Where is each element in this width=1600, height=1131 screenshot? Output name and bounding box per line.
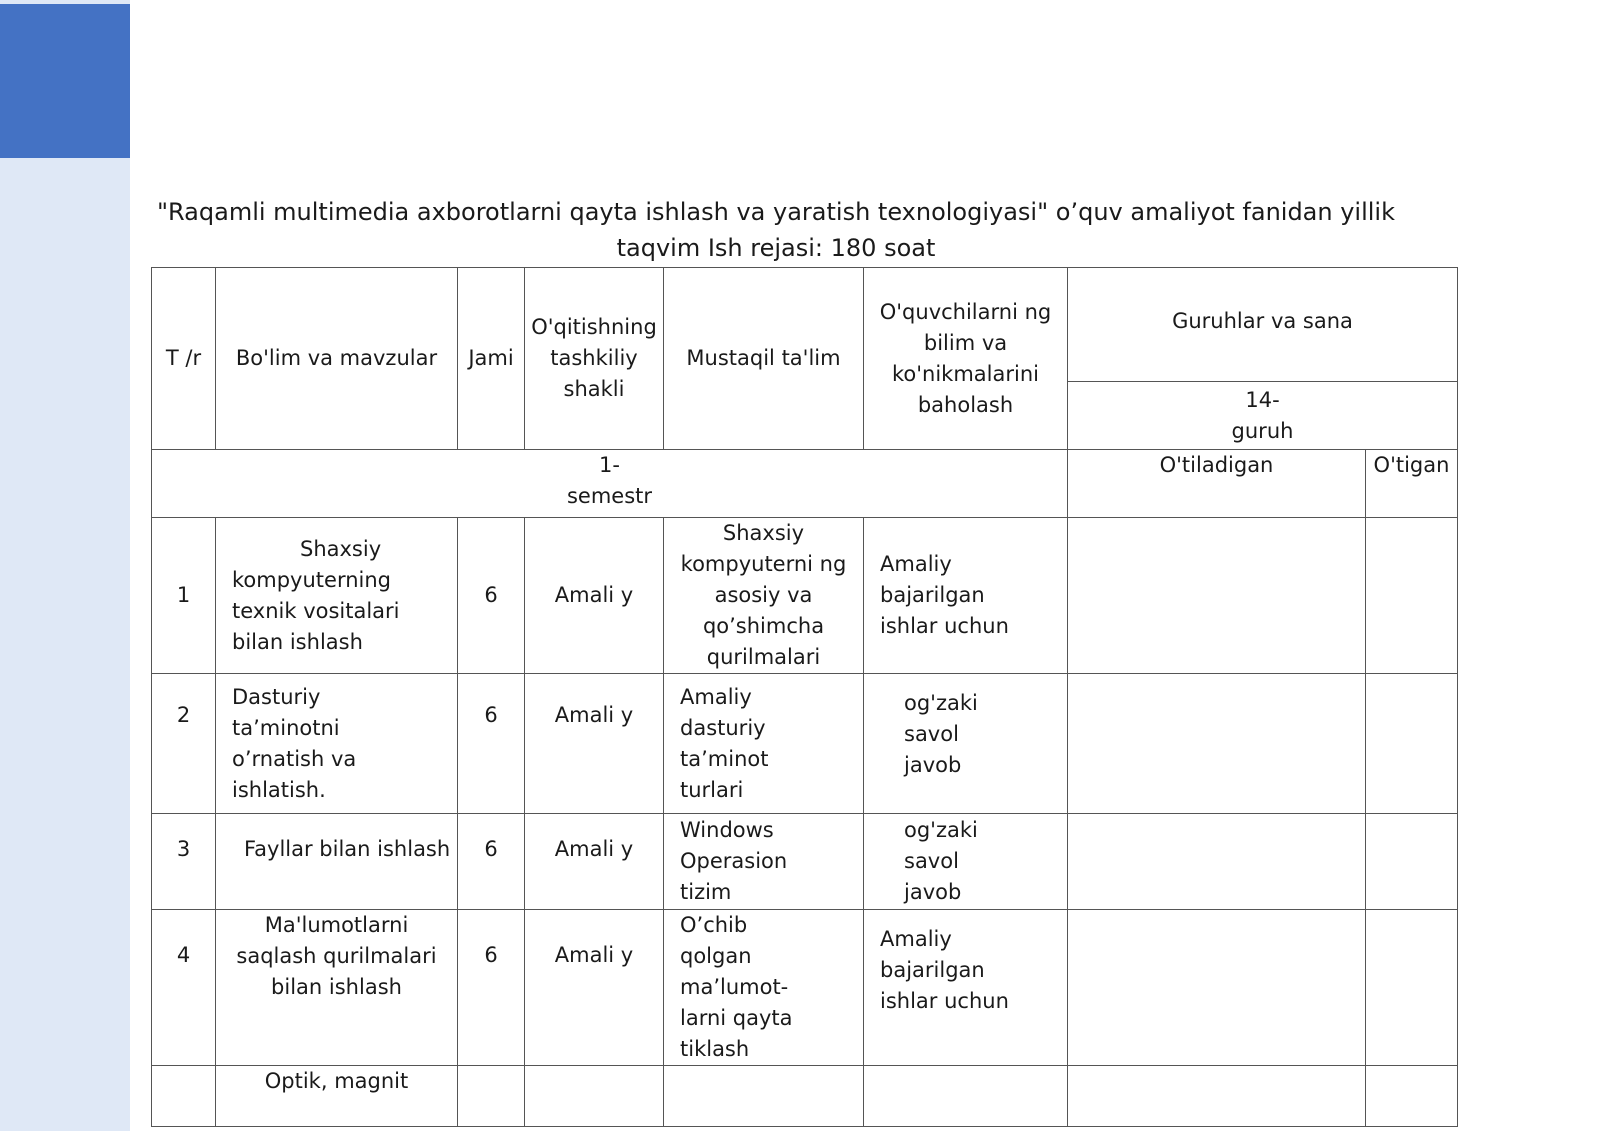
row-num <box>152 1066 216 1127</box>
row-assessment: Amaliy bajarilgan ishlar uchun <box>864 518 1068 674</box>
row-total: 6 <box>458 910 525 1066</box>
row-self-study: Windows Operasion tizim <box>664 814 864 910</box>
header-topic: Bo'lim va mavzular <box>216 268 458 450</box>
table-row <box>152 518 1458 674</box>
row-to-study <box>1068 518 1366 674</box>
row-self-study: Shaxsiy kompyuterni ng asosiy va qo’shimcha qurilmalari <box>664 518 864 674</box>
row-total: 6 <box>458 674 525 814</box>
row-studied <box>1366 1066 1458 1127</box>
header-num: T /r <box>152 268 216 450</box>
row-self-study: O’chib qolgan ma’lumot- larni qayta tiklash <box>664 910 864 1066</box>
header-studied: O'tigan <box>1366 450 1458 518</box>
header-row <box>152 268 1458 382</box>
row-total: 6 <box>458 814 525 910</box>
row-num: 3 <box>152 814 216 910</box>
semester-label: 1- semestr <box>152 450 1068 518</box>
header-groups: Guruhlar va sana <box>1068 268 1458 382</box>
row-form: Amali y <box>525 674 664 814</box>
header-self-study: Mustaqil ta'lim <box>664 268 864 450</box>
row-studied <box>1366 674 1458 814</box>
row-assessment: og'zaki savol javob <box>864 814 1068 910</box>
left-sidebar-panel <box>0 0 130 1131</box>
row-form: Amali y <box>525 814 664 910</box>
row-topic: Optik, magnit <box>216 1066 458 1127</box>
row-self-study: Amaliy dasturiy ta’minot turlari <box>664 674 864 814</box>
sidebar-accent-block <box>0 4 130 158</box>
row-to-study <box>1068 814 1366 910</box>
row-num: 1 <box>152 518 216 674</box>
row-topic: Shaxsiy kompyuterning texnik vositalari bilan ishlash <box>216 518 458 674</box>
header-group-name: 14- guruh <box>1068 382 1458 450</box>
row-assessment: Amaliy bajarilgan ishlar uchun <box>864 910 1068 1066</box>
row-assessment: og'zaki savol javob <box>864 674 1068 814</box>
row-form: Amali y <box>525 910 664 1066</box>
row-self-study <box>664 1066 864 1127</box>
row-total: 6 <box>458 518 525 674</box>
table-row <box>152 1066 1458 1127</box>
row-studied <box>1366 814 1458 910</box>
table-row <box>152 910 1458 1066</box>
semester-row <box>152 450 1458 518</box>
row-num: 2 <box>152 674 216 814</box>
row-topic: Ma'lumotlarni saqlash qurilmalari bilan ishlash <box>216 910 458 1066</box>
row-to-study <box>1068 1066 1366 1127</box>
row-studied <box>1366 518 1458 674</box>
table-row <box>152 814 1458 910</box>
row-to-study <box>1068 910 1366 1066</box>
header-assessment: O'quvchilarni ng bilim va ko'nikmalarini baholash <box>864 268 1068 450</box>
row-studied <box>1366 910 1458 1066</box>
row-num: 4 <box>152 910 216 1066</box>
header-form: O'qitishning tashkiliy shakli <box>525 268 664 450</box>
row-topic: Fayllar bilan ishlash <box>216 814 458 910</box>
row-total <box>458 1066 525 1127</box>
document-title: "Raqamli multimedia axborotlarni qayta ishlash va yaratish texnologiyasi" o’quv amaliyot fanidan yillik taqvim Ish rejasi: 180 soat <box>156 198 1395 262</box>
header-total: Jami <box>458 268 525 450</box>
header-to-study: O'tiladigan <box>1068 450 1366 518</box>
row-to-study <box>1068 674 1366 814</box>
calendar-plan-table <box>151 267 1458 1127</box>
row-form <box>525 1066 664 1127</box>
row-form: Amali y <box>525 518 664 674</box>
table-row <box>152 674 1458 814</box>
row-assessment <box>864 1066 1068 1127</box>
row-topic: Dasturiy ta’minotni o’rnatish va ishlatish. <box>216 674 458 814</box>
